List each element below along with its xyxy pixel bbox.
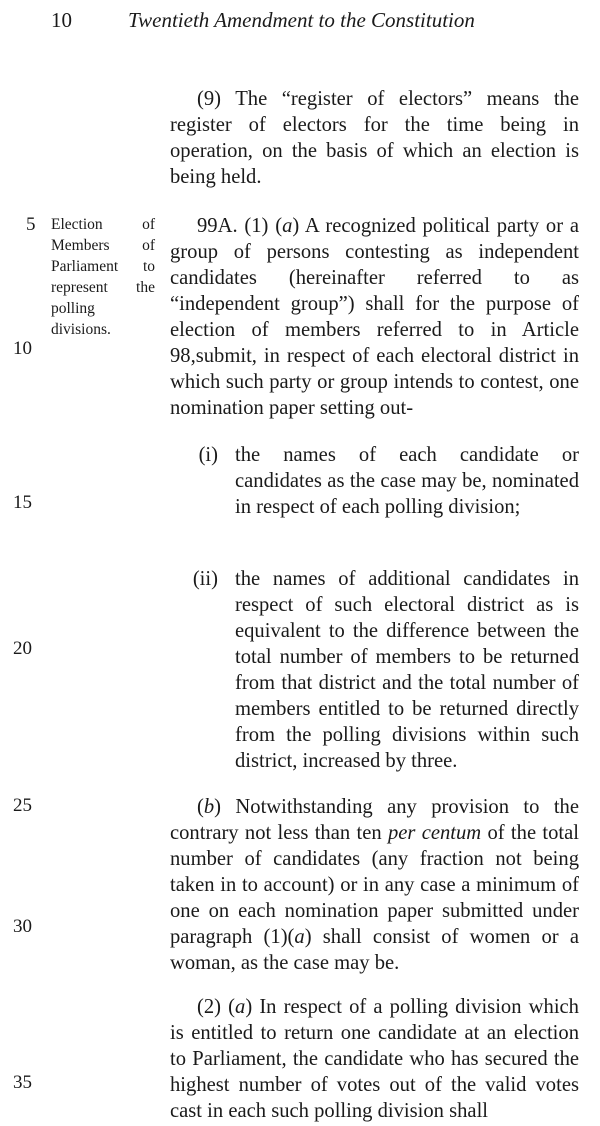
paragraph-9: [170, 86, 579, 190]
line-number: 35: [13, 1072, 32, 1093]
paragraph-text: 99A. (1) (: [197, 215, 283, 237]
paragraph-text: ) A recognized political party or a group of persons contesting as independent candidates (hereinafter referred to as “independent group”) shall for the purpose of election of members referred to in Article 98,submit, in respect of each electoral district in which such party or group intends to contest, one nomination paper setting out-: [170, 215, 579, 419]
marginal-note: Election of Members of Parliament to represent the polling divisions.: [51, 216, 155, 338]
paragraph-text: (9) The “register of electors” means the register of electors for the time being in operation, on the basis of which an election is being held.: [170, 88, 579, 188]
italic-phrase: per centum: [387, 822, 482, 844]
paragraph-text: ) Notwithstanding any provision to the contrary not less than ten: [170, 796, 579, 844]
line-number: 10: [13, 338, 32, 359]
paragraph-letter: a: [235, 996, 246, 1018]
paragraph-text: (2) (: [197, 996, 236, 1018]
item-i: the names of each candidate or candidates as the case may be, nominated in respect of each polling division;: [235, 444, 579, 518]
paragraph-1b: [170, 794, 579, 976]
paragraph-letter: a: [282, 215, 293, 237]
paragraph-2a: [170, 994, 579, 1124]
line-number: 25: [13, 795, 32, 816]
section-99a-1a: [170, 213, 579, 421]
item-ii: the names of additional candidates in respect of such electoral district as is equivalent to the difference between the total number of members to be returned from that district and the total number of members entitled to be returned directly from the polling divisions within such district, increased by three.: [235, 568, 579, 772]
line-number: 5: [26, 214, 36, 235]
paragraph-text: of the total number of candidates (any fraction not being taken in to account) or in any case a minimum of one on each nomination paper submitted under paragraph (1)(: [170, 822, 579, 948]
line-number: 30: [13, 916, 32, 937]
line-number: 20: [13, 638, 32, 659]
paragraph-letter: a: [294, 926, 305, 948]
line-number: 15: [13, 492, 32, 513]
running-header: Twentieth Amendment to the Constitution: [128, 8, 475, 32]
page-number: 10: [51, 8, 72, 32]
paragraph-text: ) shall consist of women or a woman, as the case may be.: [170, 926, 579, 974]
paragraph-text: ) In respect of a polling division which is entitled to return one candidate at an election to Parliament, the candidate who has secured the highest number of votes out of the valid votes cast in each such polling division shall: [170, 996, 579, 1122]
paragraph-text: (: [197, 796, 204, 818]
item-number: (i): [198, 444, 218, 466]
item-number: (ii): [192, 568, 218, 590]
paragraph-letter: b: [203, 796, 215, 818]
